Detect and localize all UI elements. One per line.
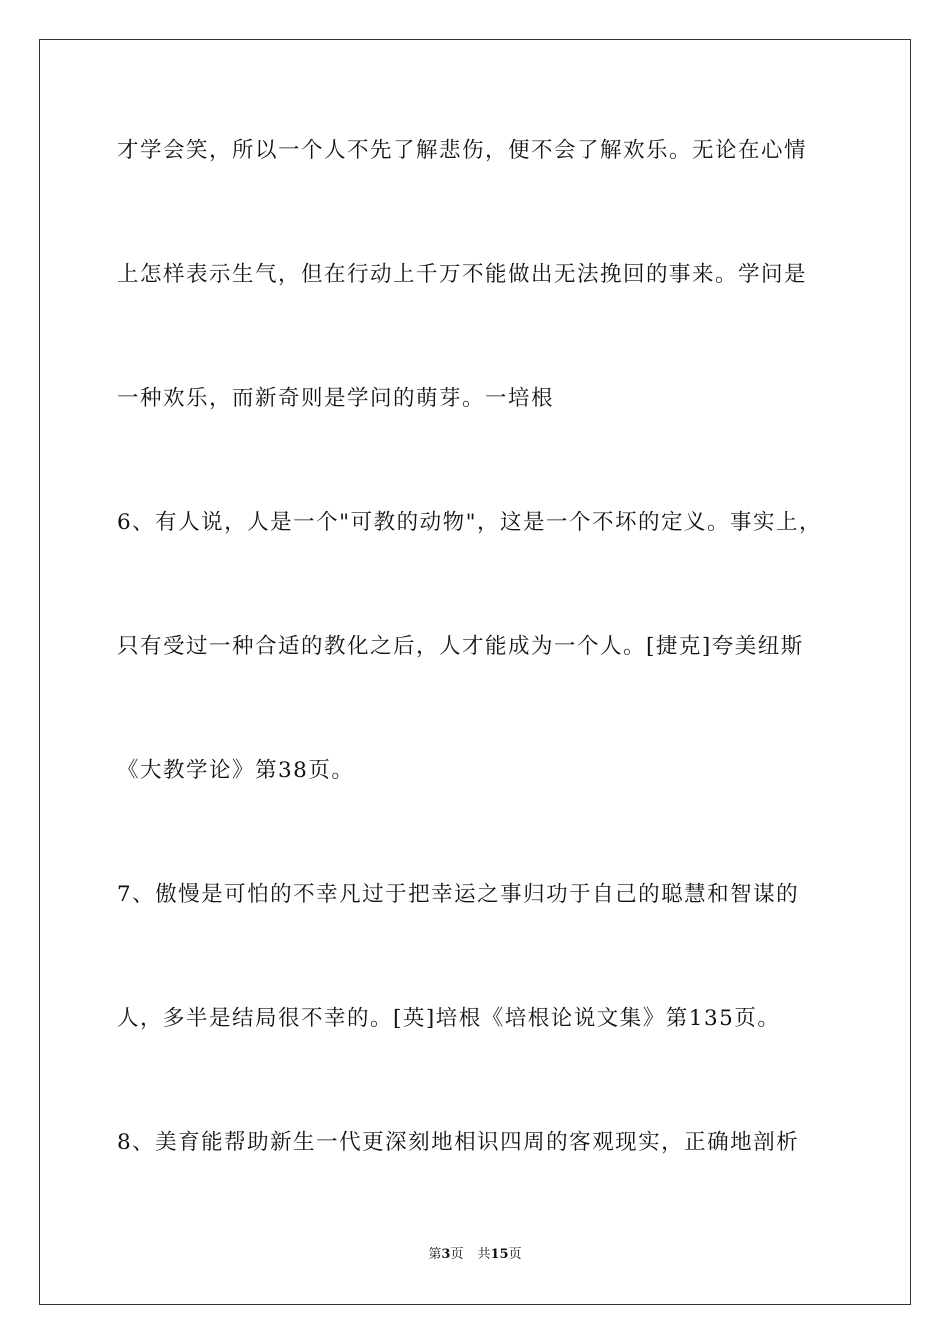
text-line-7: 7、傲慢是可怕的不幸凡过于把幸运之事归功于自己的聪慧和智谋的 [117,882,800,907]
text-line-1: 才学会笑，所以一个人不先了解悲伤，便不会了解欢乐。无论在心情 [117,138,808,163]
page-footer [0,1246,950,1264]
footer-prefix: 第 [428,1247,442,1262]
text-line-8: 人，多半是结局很不幸的。[英]培根《培根论说文集》第135页。 [117,1006,781,1031]
footer-page-unit: 页 [450,1247,464,1262]
text-line-6: 《大教学论》第38页。 [117,758,355,783]
footer-total-unit: 页 [508,1247,522,1262]
total-page-number: 15 [490,1247,509,1262]
text-line-2: 上怎样表示生气，但在行动上千万不能做出无法挽回的事来。学问是 [117,262,808,287]
text-line-9: 8、美育能帮助新生一代更深刻地相识四周的客观现实，正确地剖析 [117,1130,800,1155]
page-border [39,39,911,1305]
text-line-3: 一种欢乐，而新奇则是学问的萌芽。一培根 [117,386,555,411]
footer-total-prefix: 共 [477,1247,491,1262]
current-page-number: 3 [441,1247,451,1262]
text-line-4: 6、有人说，人是一个"可教的动物"，这是一个不坏的定义。事实上， [117,510,822,535]
text-line-5: 只有受过一种合适的教化之后，人才能成为一个人。[捷克]夸美纽斯 [117,634,804,659]
